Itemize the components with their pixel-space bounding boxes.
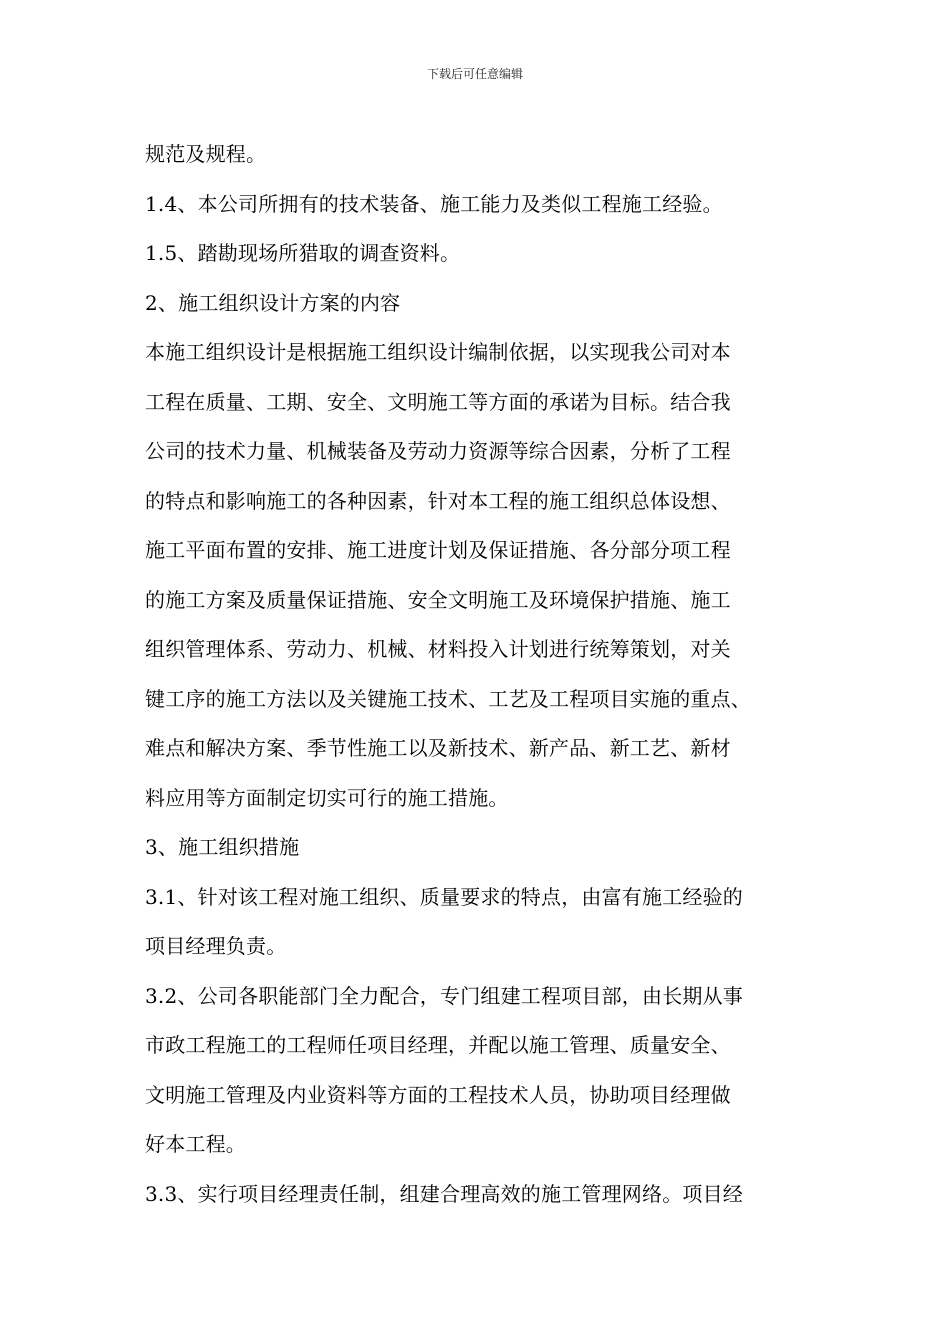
text-line: 规范及规程。 [145, 142, 267, 166]
section-heading: 2、施工组织设计方案的内容 [145, 290, 401, 315]
text-line: 3.3、实行项目经理责任制，组建合理高效的施工管理网络。项目经 [145, 1181, 744, 1206]
text-line: 公司的技术力量、机械装备及劳动力资源等综合因素，分析了工程 [145, 439, 731, 463]
text-line: 项目经理负责。 [145, 934, 287, 958]
text-line: 1.4、本公司所拥有的技术装备、施工能力及类似工程施工经验。 [145, 191, 723, 216]
text-line: 市政工程施工的工程师任项目经理，并配以施工管理、质量安全、 [145, 1033, 731, 1057]
text-line: 本施工组织设计是根据施工组织设计编制依据，以实现我公司对本 [145, 340, 731, 364]
text-line: 组织管理体系、劳动力、机械、材料投入计划进行统筹策划，对关 [145, 637, 731, 661]
text-line: 3.2、公司各职能部门全力配合，专门组建工程项目部，由长期从事 [145, 983, 744, 1008]
text-line: 难点和解决方案、季节性施工以及新技术、新产品、新工艺、新材 [145, 736, 731, 760]
text-line: 工程在质量、工期、安全、文明施工等方面的承诺为目标。结合我 [145, 389, 731, 414]
text-line: 料应用等方面制定切实可行的施工措施。 [145, 785, 509, 810]
text-line: 好本工程。 [145, 1132, 246, 1156]
text-line: 键工序的施工方法以及关键施工技术、工艺及工程项目实施的重点、 [145, 686, 751, 711]
section-heading: 3、施工组织措施 [145, 835, 300, 859]
text-line: 施工平面布置的安排、施工进度计划及保证措施、各分部分项工程 [145, 538, 731, 562]
text-line: 的特点和影响施工的各种因素，针对本工程的施工组织总体设想、 [145, 488, 731, 513]
text-line: 文明施工管理及内业资料等方面的工程技术人员，协助项目经理做 [145, 1082, 731, 1107]
text-line: 1.5、踏勘现场所猎取的调查资料。 [145, 241, 461, 265]
page-header: 下载后可任意编辑 [426, 67, 523, 81]
text-line: 3.1、针对该工程对施工组织、质量要求的特点，由富有施工经验的 [145, 884, 744, 909]
text-line: 的施工方案及质量保证措施、安全文明施工及环境保护措施、施工 [145, 587, 731, 612]
document-body [145, 130, 825, 1219]
